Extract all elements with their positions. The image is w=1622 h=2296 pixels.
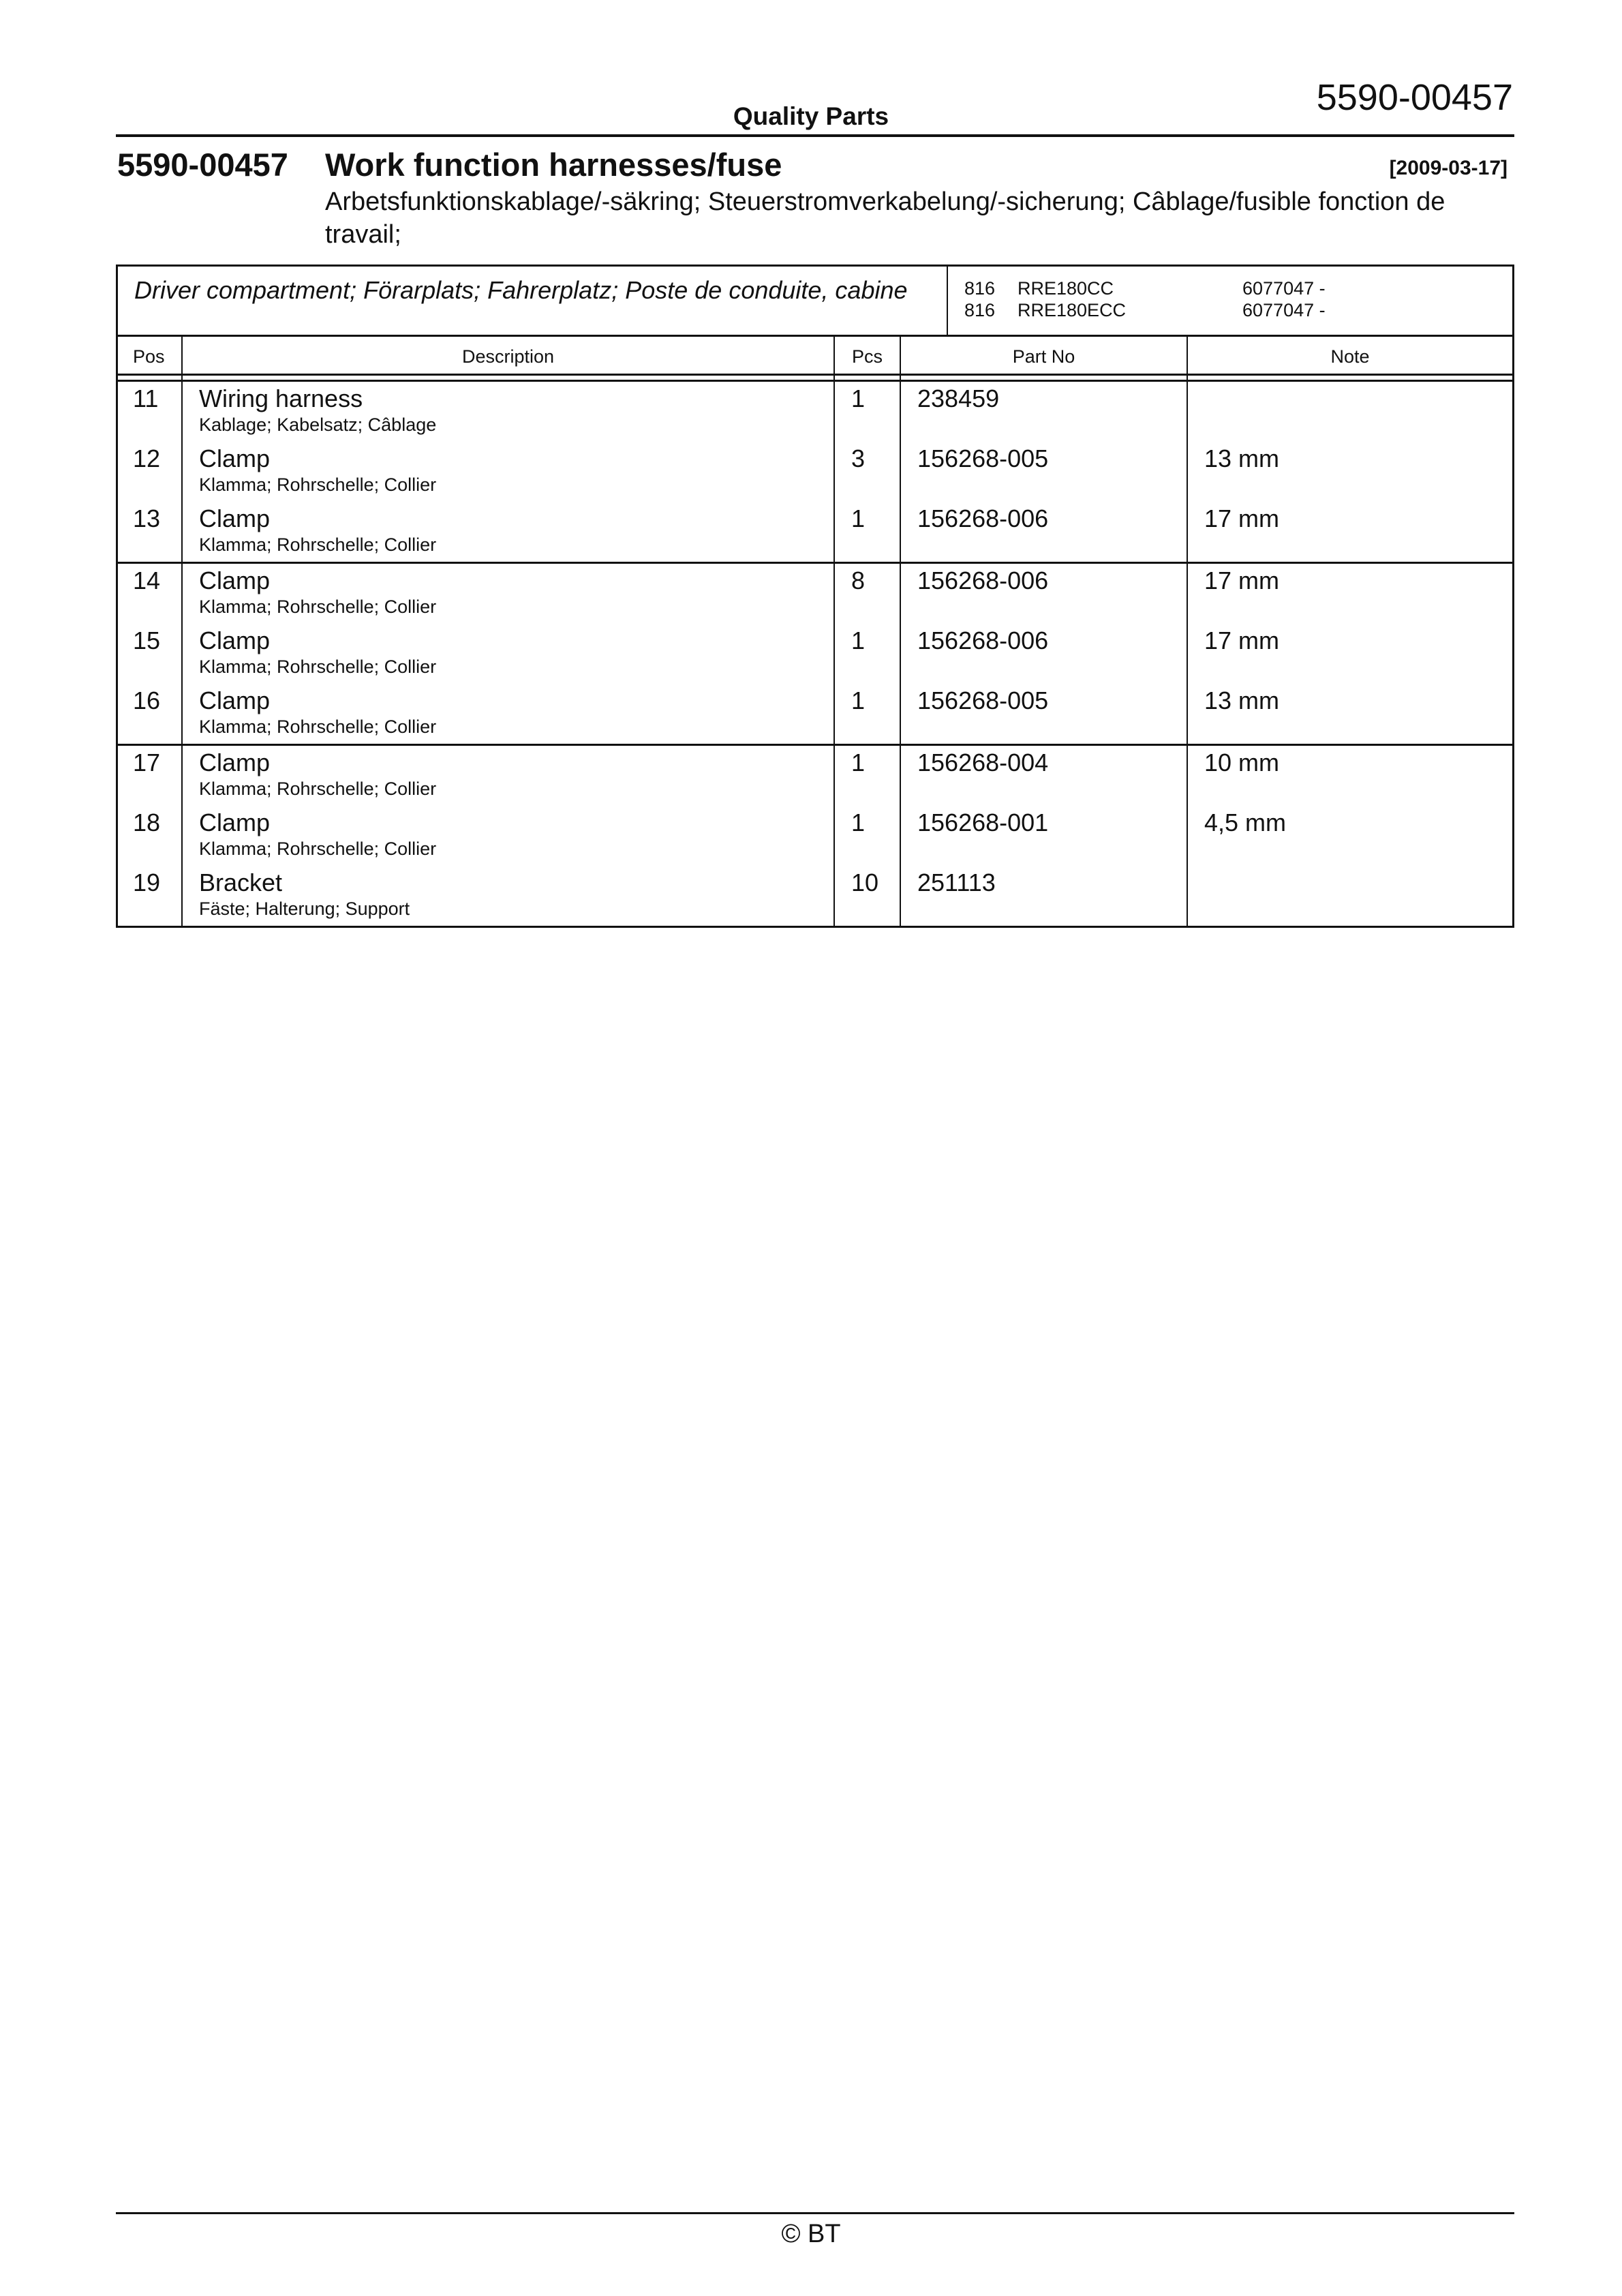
part-name: Clamp <box>199 444 271 472</box>
model-entry <box>964 299 1512 321</box>
location-label: Driver compartment; Förarplats; Fahrerplatz; Poste de conduite, cabine <box>118 267 948 335</box>
parts-table <box>116 265 1514 928</box>
section-date: [2009-03-17] <box>1389 157 1508 179</box>
part-no-cell: 156268-001 <box>901 806 1188 866</box>
copyright: © BT <box>781 2220 841 2248</box>
model-name: RRE180CC <box>1017 278 1114 299</box>
part-name: Clamp <box>199 686 271 714</box>
pcs-cell: 1 <box>835 684 901 744</box>
part-name: Clamp <box>199 626 271 654</box>
pos-cell: 13 <box>118 502 183 562</box>
table-row <box>118 442 1512 502</box>
table-row <box>118 502 1512 562</box>
row-group <box>118 564 1512 746</box>
part-name: Clamp <box>199 809 271 836</box>
note-cell <box>1188 382 1512 442</box>
pcs-cell: 1 <box>835 806 901 866</box>
description-cell <box>183 564 835 624</box>
part-name: Wiring harness <box>199 384 363 412</box>
part-translations: Klamma; Rohrschelle; Collier <box>199 656 437 677</box>
description-cell <box>183 746 835 806</box>
description-cell <box>183 624 835 684</box>
part-name: Clamp <box>199 567 271 594</box>
table-row <box>118 866 1512 926</box>
table-row <box>118 684 1512 744</box>
description-cell <box>183 806 835 866</box>
part-name: Clamp <box>199 504 271 532</box>
table-row <box>118 624 1512 684</box>
model-entry <box>964 277 1512 299</box>
table-row <box>118 746 1512 806</box>
pcs-cell: 8 <box>835 564 901 624</box>
model-serial: 6077047 - <box>1242 278 1326 299</box>
pcs-cell: 1 <box>835 382 901 442</box>
section-title: Work function harnesses/fuse <box>325 147 782 183</box>
pos-cell: 16 <box>118 684 183 744</box>
pos-cell: 14 <box>118 564 183 624</box>
note-cell: 17 mm <box>1204 504 1280 532</box>
pcs-cell: 1 <box>835 746 901 806</box>
part-no-cell: 156268-006 <box>901 564 1188 624</box>
note-cell: 17 mm <box>1204 567 1280 594</box>
description-cell <box>183 684 835 744</box>
note-cell: 10 mm <box>1204 749 1280 776</box>
table-header <box>118 337 1512 376</box>
pos-cell: 12 <box>118 442 183 502</box>
part-no-cell: 156268-006 <box>901 502 1188 562</box>
column-part-no: Part No <box>901 337 1188 374</box>
part-no-cell: 238459 <box>901 382 1188 442</box>
model-code: 816 <box>964 300 996 320</box>
table-row <box>118 806 1512 866</box>
header-spacer <box>118 376 1512 382</box>
pos-cell: 15 <box>118 624 183 684</box>
note-cell: 13 mm <box>1204 444 1280 472</box>
note-cell <box>1188 866 1512 926</box>
description-cell <box>183 866 835 926</box>
note-cell: 17 mm <box>1204 626 1280 654</box>
part-translations: Klamma; Rohrschelle; Collier <box>199 716 437 737</box>
part-translations: Klamma; Rohrschelle; Collier <box>199 779 437 799</box>
section-subtitle: Arbetsfunktionskablage/-säkring; Steuerstromverkabelung/-sicherung; Câblage/fusible fonction de travail; <box>325 187 1445 249</box>
pos-cell: 11 <box>118 382 183 442</box>
pcs-cell: 1 <box>835 502 901 562</box>
part-no-cell: 156268-006 <box>901 624 1188 684</box>
pos-cell: 17 <box>118 746 183 806</box>
table-row <box>118 564 1512 624</box>
pcs-cell: 3 <box>835 442 901 502</box>
part-no-cell: 156268-005 <box>901 442 1188 502</box>
part-name: Bracket <box>199 868 283 896</box>
column-description: Description <box>183 337 835 374</box>
column-note: Note <box>1330 346 1370 367</box>
pcs-cell: 1 <box>835 624 901 684</box>
document-number: 5590-00457 <box>1316 77 1513 118</box>
description-cell <box>183 442 835 502</box>
row-group <box>118 746 1512 926</box>
row-group <box>118 382 1512 564</box>
pos-cell: 18 <box>118 806 183 866</box>
part-translations: Klamma; Rohrschelle; Collier <box>199 596 437 617</box>
footer-divider <box>116 2212 1514 2214</box>
pcs-cell: 10 <box>835 866 901 926</box>
part-no-cell: 156268-004 <box>901 746 1188 806</box>
table-body <box>118 382 1512 926</box>
column-pos: Pos <box>118 337 183 374</box>
header-divider <box>116 134 1514 137</box>
part-translations: Klamma; Rohrschelle; Collier <box>199 534 437 555</box>
table-row <box>118 382 1512 442</box>
part-name: Clamp <box>199 749 271 776</box>
description-cell <box>183 382 835 442</box>
note-cell: 4,5 mm <box>1204 809 1287 836</box>
location-row <box>118 267 1512 337</box>
column-pcs: Pcs <box>835 337 901 374</box>
model-serial: 6077047 - <box>1242 300 1326 320</box>
pos-cell: 19 <box>118 866 183 926</box>
model-code: 816 <box>964 278 996 299</box>
part-no-cell: 156268-005 <box>901 684 1188 744</box>
part-translations: Klamma; Rohrschelle; Collier <box>199 474 437 495</box>
part-translations: Kablage; Kabelsatz; Câblage <box>199 414 437 435</box>
model-name: RRE180ECC <box>1017 300 1127 320</box>
model-list <box>948 267 1512 335</box>
section-code: 5590-00457 <box>117 147 288 183</box>
description-cell <box>183 502 835 562</box>
part-translations: Fäste; Halterung; Support <box>199 898 410 919</box>
header-title: Quality Parts <box>733 102 889 130</box>
part-translations: Klamma; Rohrschelle; Collier <box>199 839 437 859</box>
note-cell: 13 mm <box>1204 686 1280 714</box>
part-no-cell: 251113 <box>901 866 1188 926</box>
